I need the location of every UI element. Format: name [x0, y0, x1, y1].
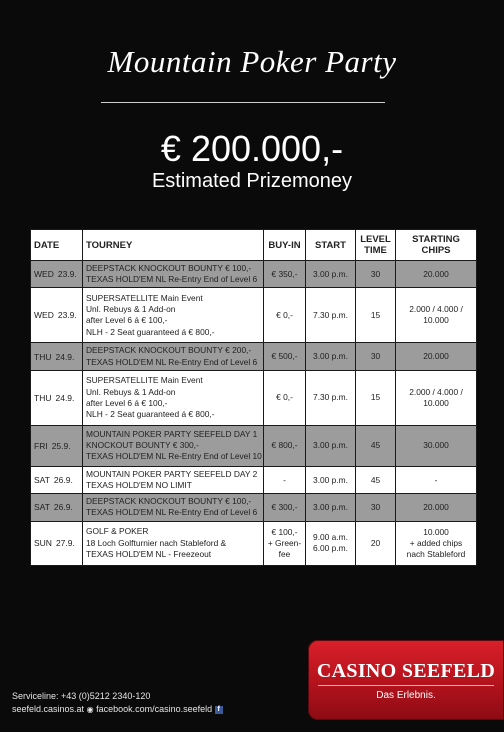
logo-tagline: Das Erlebnis. [376, 690, 436, 701]
col-header-starting-chips: STARTING CHIPS [396, 230, 477, 261]
day-label: SUN [34, 538, 52, 549]
title-divider [101, 102, 385, 103]
cell-tourney [83, 425, 264, 466]
cell-date [31, 343, 83, 370]
cell-start: 3.00 p.m. [306, 494, 356, 521]
day-label: SAT [34, 475, 50, 486]
tourney-line: KNOCKOUT BOUNTY € 300,- [86, 440, 199, 451]
table-row [31, 343, 477, 370]
cell-buyin: € 100,- + Green- fee [264, 521, 306, 565]
cell-starting-chips: 2.000 / 4.000 / 10.000 [396, 288, 477, 343]
table-header-row [31, 230, 477, 261]
cell-date [31, 261, 83, 288]
tourney-line: TEXAS HOLD'EM NL Re-Entry End of Level 6 [86, 356, 258, 367]
tourney-line: after Level 6 á € 100,- [86, 315, 168, 326]
tourney-line: DEEPSTACK KNOCKOUT BOUNTY € 100,- [86, 496, 252, 507]
link-separator-icon: ◉ [86, 705, 94, 714]
cell-date [31, 494, 83, 521]
cell-tourney [83, 343, 264, 370]
cell-tourney [83, 521, 264, 565]
event-title: Mountain Poker Party [107, 44, 397, 79]
tourney-line: NLH - 2 Seat guaranteed á € 800,- [86, 326, 215, 337]
col-header-buyin: BUY-IN [264, 230, 306, 261]
cell-start: 3.00 p.m. [306, 425, 356, 466]
schedule-table [30, 229, 477, 566]
tourney-line: TEXAS HOLD'EM NL Re-Entry End of Level 6 [86, 507, 258, 518]
prize-amount: € 200.000,- [160, 128, 344, 169]
facebook-icon: f [215, 706, 223, 714]
table-row [31, 261, 477, 288]
day-label: FRI [34, 440, 48, 451]
date-label: 24.9. [55, 351, 75, 362]
cell-date [31, 288, 83, 343]
cell-level-time: 30 [356, 494, 396, 521]
cell-buyin: € 0,- [264, 370, 306, 425]
cell-level-time: 15 [356, 370, 396, 425]
date-label: 23.9. [57, 310, 77, 321]
cell-level-time: 45 [356, 466, 396, 493]
cell-level-time: 15 [356, 288, 396, 343]
cell-start: 9.00 a.m. 6.00 p.m. [306, 521, 356, 565]
tourney-line: after Level 6 á € 100,- [86, 397, 168, 408]
table-row [31, 370, 477, 425]
footer-contact [12, 690, 223, 716]
tourney-line: DEEPSTACK KNOCKOUT BOUNTY € 200,- [86, 345, 252, 356]
cell-start: 3.00 p.m. [306, 343, 356, 370]
day-label: WED [34, 310, 54, 321]
col-header-level-time: LEVEL TIME [356, 230, 396, 261]
cell-tourney [83, 494, 264, 521]
cell-buyin: € 800,- [264, 425, 306, 466]
cell-tourney [83, 261, 264, 288]
tourney-line: MOUNTAIN POKER PARTY SEEFELD DAY 2 [86, 468, 258, 479]
cell-starting-chips: 20.000 [396, 494, 477, 521]
date-label: 26.9. [53, 475, 73, 486]
cell-buyin: € 350,- [264, 261, 306, 288]
cell-buyin: € 300,- [264, 494, 306, 521]
cell-date [31, 521, 83, 565]
table-row [31, 521, 477, 565]
date-label: 26.9. [53, 502, 73, 513]
facebook-link[interactable]: facebook.com/casino.seefeld [96, 704, 213, 714]
cell-date [31, 425, 83, 466]
logo-name: CASINO SEEFELD [316, 660, 496, 682]
tourney-line: 18 Loch Golfturnier nach Stableford & [86, 537, 227, 548]
cell-level-time: 20 [356, 521, 396, 565]
cell-tourney [83, 370, 264, 425]
footer-links [12, 703, 223, 716]
cell-buyin: € 500,- [264, 343, 306, 370]
cell-date [31, 466, 83, 493]
tourney-line: TEXAS HOLD'EM NL Re-Entry End of Level 10 [86, 451, 262, 462]
tourney-line: MOUNTAIN POKER PARTY SEEFELD DAY 1 [86, 429, 258, 439]
cell-starting-chips: 20.000 [396, 261, 477, 288]
cell-start: 7.30 p.m. [306, 288, 356, 343]
tourney-line: TEXAS HOLD'EM NL Re-Entry End of Level 6 [86, 274, 258, 285]
cell-start: 7.30 p.m. [306, 370, 356, 425]
website-link[interactable]: seefeld.casinos.at [12, 704, 85, 714]
prize-label: Estimated Prizemoney [151, 170, 353, 192]
casino-logo [308, 640, 504, 720]
tourney-line: Unl. Rebuys & 1 Add-on [86, 304, 176, 315]
col-header-start: START [306, 230, 356, 261]
cell-starting-chips: 10.000 + added chips nach Stableford [396, 521, 477, 565]
table-row [31, 494, 477, 521]
date-label: 24.9. [55, 392, 75, 403]
date-label: 23.9. [57, 269, 77, 280]
serviceline: Serviceline: +43 (0)5212 2340-120 [12, 691, 151, 701]
cell-starting-chips: - [396, 466, 477, 493]
date-label: 25.9. [51, 440, 71, 451]
cell-starting-chips: 2.000 / 4.000 / 10.000 [396, 370, 477, 425]
tourney-line: SUPERSATELLITE Main Event [86, 293, 203, 303]
tourney-line: DEEPSTACK KNOCKOUT BOUNTY € 100,- [86, 263, 252, 273]
table-row [31, 288, 477, 343]
cell-starting-chips: 30.000 [396, 425, 477, 466]
cell-start: 3.00 p.m. [306, 261, 356, 288]
cell-date [31, 370, 83, 425]
cell-buyin: - [264, 466, 306, 493]
day-label: WED [34, 269, 54, 280]
cell-level-time: 30 [356, 343, 396, 370]
date-label: 27.9. [55, 538, 75, 549]
table-row [31, 466, 477, 493]
tourney-line: NLH - 2 Seat guaranteed á € 800,- [86, 409, 215, 420]
cell-tourney [83, 466, 264, 493]
day-label: THU [34, 392, 52, 403]
tourney-line: TEXAS HOLD'EM NL - Freezeout [86, 548, 212, 559]
tourney-line: GOLF & POKER [86, 526, 149, 537]
day-label: THU [34, 351, 52, 362]
table-row [31, 425, 477, 466]
logo-divider [318, 685, 494, 686]
cell-tourney [83, 288, 264, 343]
tourney-line: SUPERSATELLITE Main Event [86, 375, 203, 386]
cell-level-time: 30 [356, 261, 396, 288]
cell-start: 3.00 p.m. [306, 466, 356, 493]
cell-buyin: € 0,- [264, 288, 306, 343]
col-header-date: DATE [31, 230, 83, 261]
col-header-tourney: TOURNEY [83, 230, 264, 261]
day-label: SAT [34, 502, 50, 513]
cell-starting-chips: 20.000 [396, 343, 477, 370]
tourney-line: TEXAS HOLD'EM NO LIMIT [86, 480, 192, 491]
cell-level-time: 45 [356, 425, 396, 466]
tourney-line: Unl. Rebuys & 1 Add-on [86, 386, 176, 397]
